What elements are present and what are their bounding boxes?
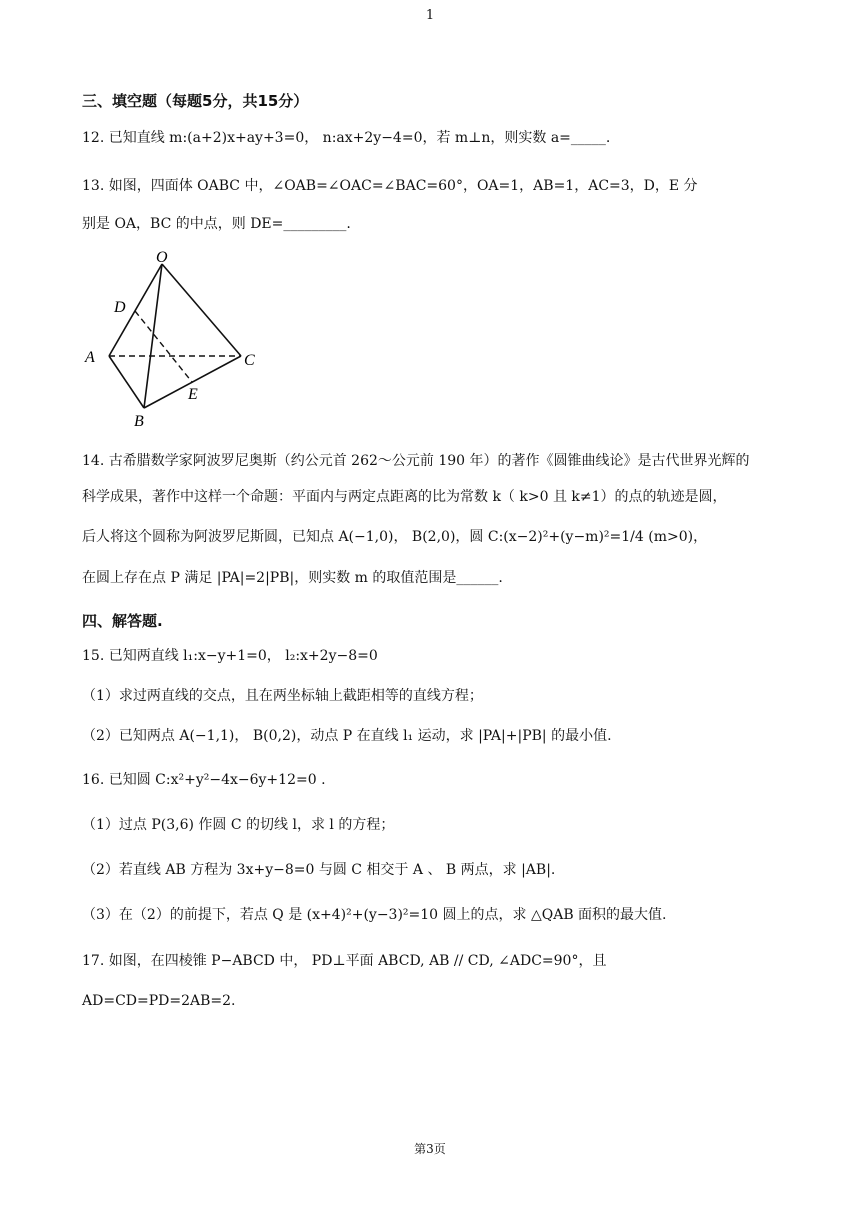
label-B: B (134, 413, 144, 430)
question-14-line-1: 14. 古希腊数学家阿波罗尼奥斯（约公元首 262～公元前 190 年）的著作《圆锥曲线论》是古代世界光辉的 (82, 453, 750, 469)
edge-OB (144, 264, 162, 408)
label-C: C (244, 352, 255, 369)
question-16-part-3: （3）在（2）的前提下，若点 Q 是 (x+4)²+(y−3)²=10 圆上的点，求 △QAB 面积的最大值. (82, 907, 667, 923)
page-top-number: 1 (425, 8, 435, 23)
question-13-line-2: 别是 OA，BC 的中点，则 DE=_________. (82, 216, 351, 232)
label-O: O (156, 249, 168, 266)
question-17-line-1: 17. 如图，在四棱锥 P−ABCD 中， PD⊥平面 ABCD, AB // CD, ∠ADC=90°，且 (82, 953, 607, 969)
section-fill-in-title: 三、填空题（每题5分，共15分） (82, 92, 309, 110)
question-13-line-1: 13. 如图，四面体 OABC 中，∠OAB=∠OAC=∠BAC=60°，OA=1，AB=1，AC=3，D，E 分 (82, 178, 698, 194)
label-A: A (85, 349, 95, 366)
edge-OC (162, 264, 241, 356)
section-answer-title: 四、解答题. (82, 612, 163, 630)
segment-DE (135, 311, 192, 382)
question-16-part-2: （2）若直线 AB 方程为 3x+y−8=0 与圆 C 相交于 A 、 B 两点，求 |AB|. (82, 862, 556, 878)
tetrahedron-figure (80, 248, 270, 433)
question-16: 16. 已知圆 C:x²+y²−4x−6y+12=0 . (82, 772, 326, 788)
question-12: 12. 已知直线 m:(a+2)x+ay+3=0， n:ax+2y−4=0，若 m⊥n，则实数 a=_____. (82, 130, 611, 146)
edge-AB (109, 356, 144, 408)
question-14-line-4: 在圆上存在点 P 满足 |PA|=2|PB|，则实数 m 的取值范围是______. (82, 570, 503, 586)
question-17-line-2: AD=CD=PD=2AB=2. (82, 993, 236, 1009)
question-15-part-1: （1）求过两直线的交点，且在两坐标轴上截距相等的直线方程； (82, 688, 483, 704)
label-E: E (188, 386, 198, 403)
question-16-part-1: （1）过点 P(3,6) 作圆 C 的切线 l，求 l 的方程； (82, 817, 395, 833)
question-14-line-2: 科学成果，著作中这样一个命题：平面内与两定点距离的比为常数 k（ k>0 且 k≠1）的点的轨迹是圆， (82, 489, 727, 505)
question-15: 15. 已知两直线 l₁:x−y+1=0， l₂:x+2y−8=0 (82, 648, 378, 664)
question-15-part-2: （2）已知两点 A(−1,1)， B(0,2)，动点 P 在直线 l₁ 运动，求 |PA|+|PB| 的最小值. (82, 728, 612, 744)
label-D: D (114, 299, 126, 316)
page-footer: 第3页 (414, 1142, 446, 1156)
question-14-line-3: 后人将这个圆称为阿波罗尼斯圆，已知点 A(−1,0)， B(2,0)，圆 C:(x−2)²+(y−m)²=1/4 (m>0)， (82, 529, 708, 545)
